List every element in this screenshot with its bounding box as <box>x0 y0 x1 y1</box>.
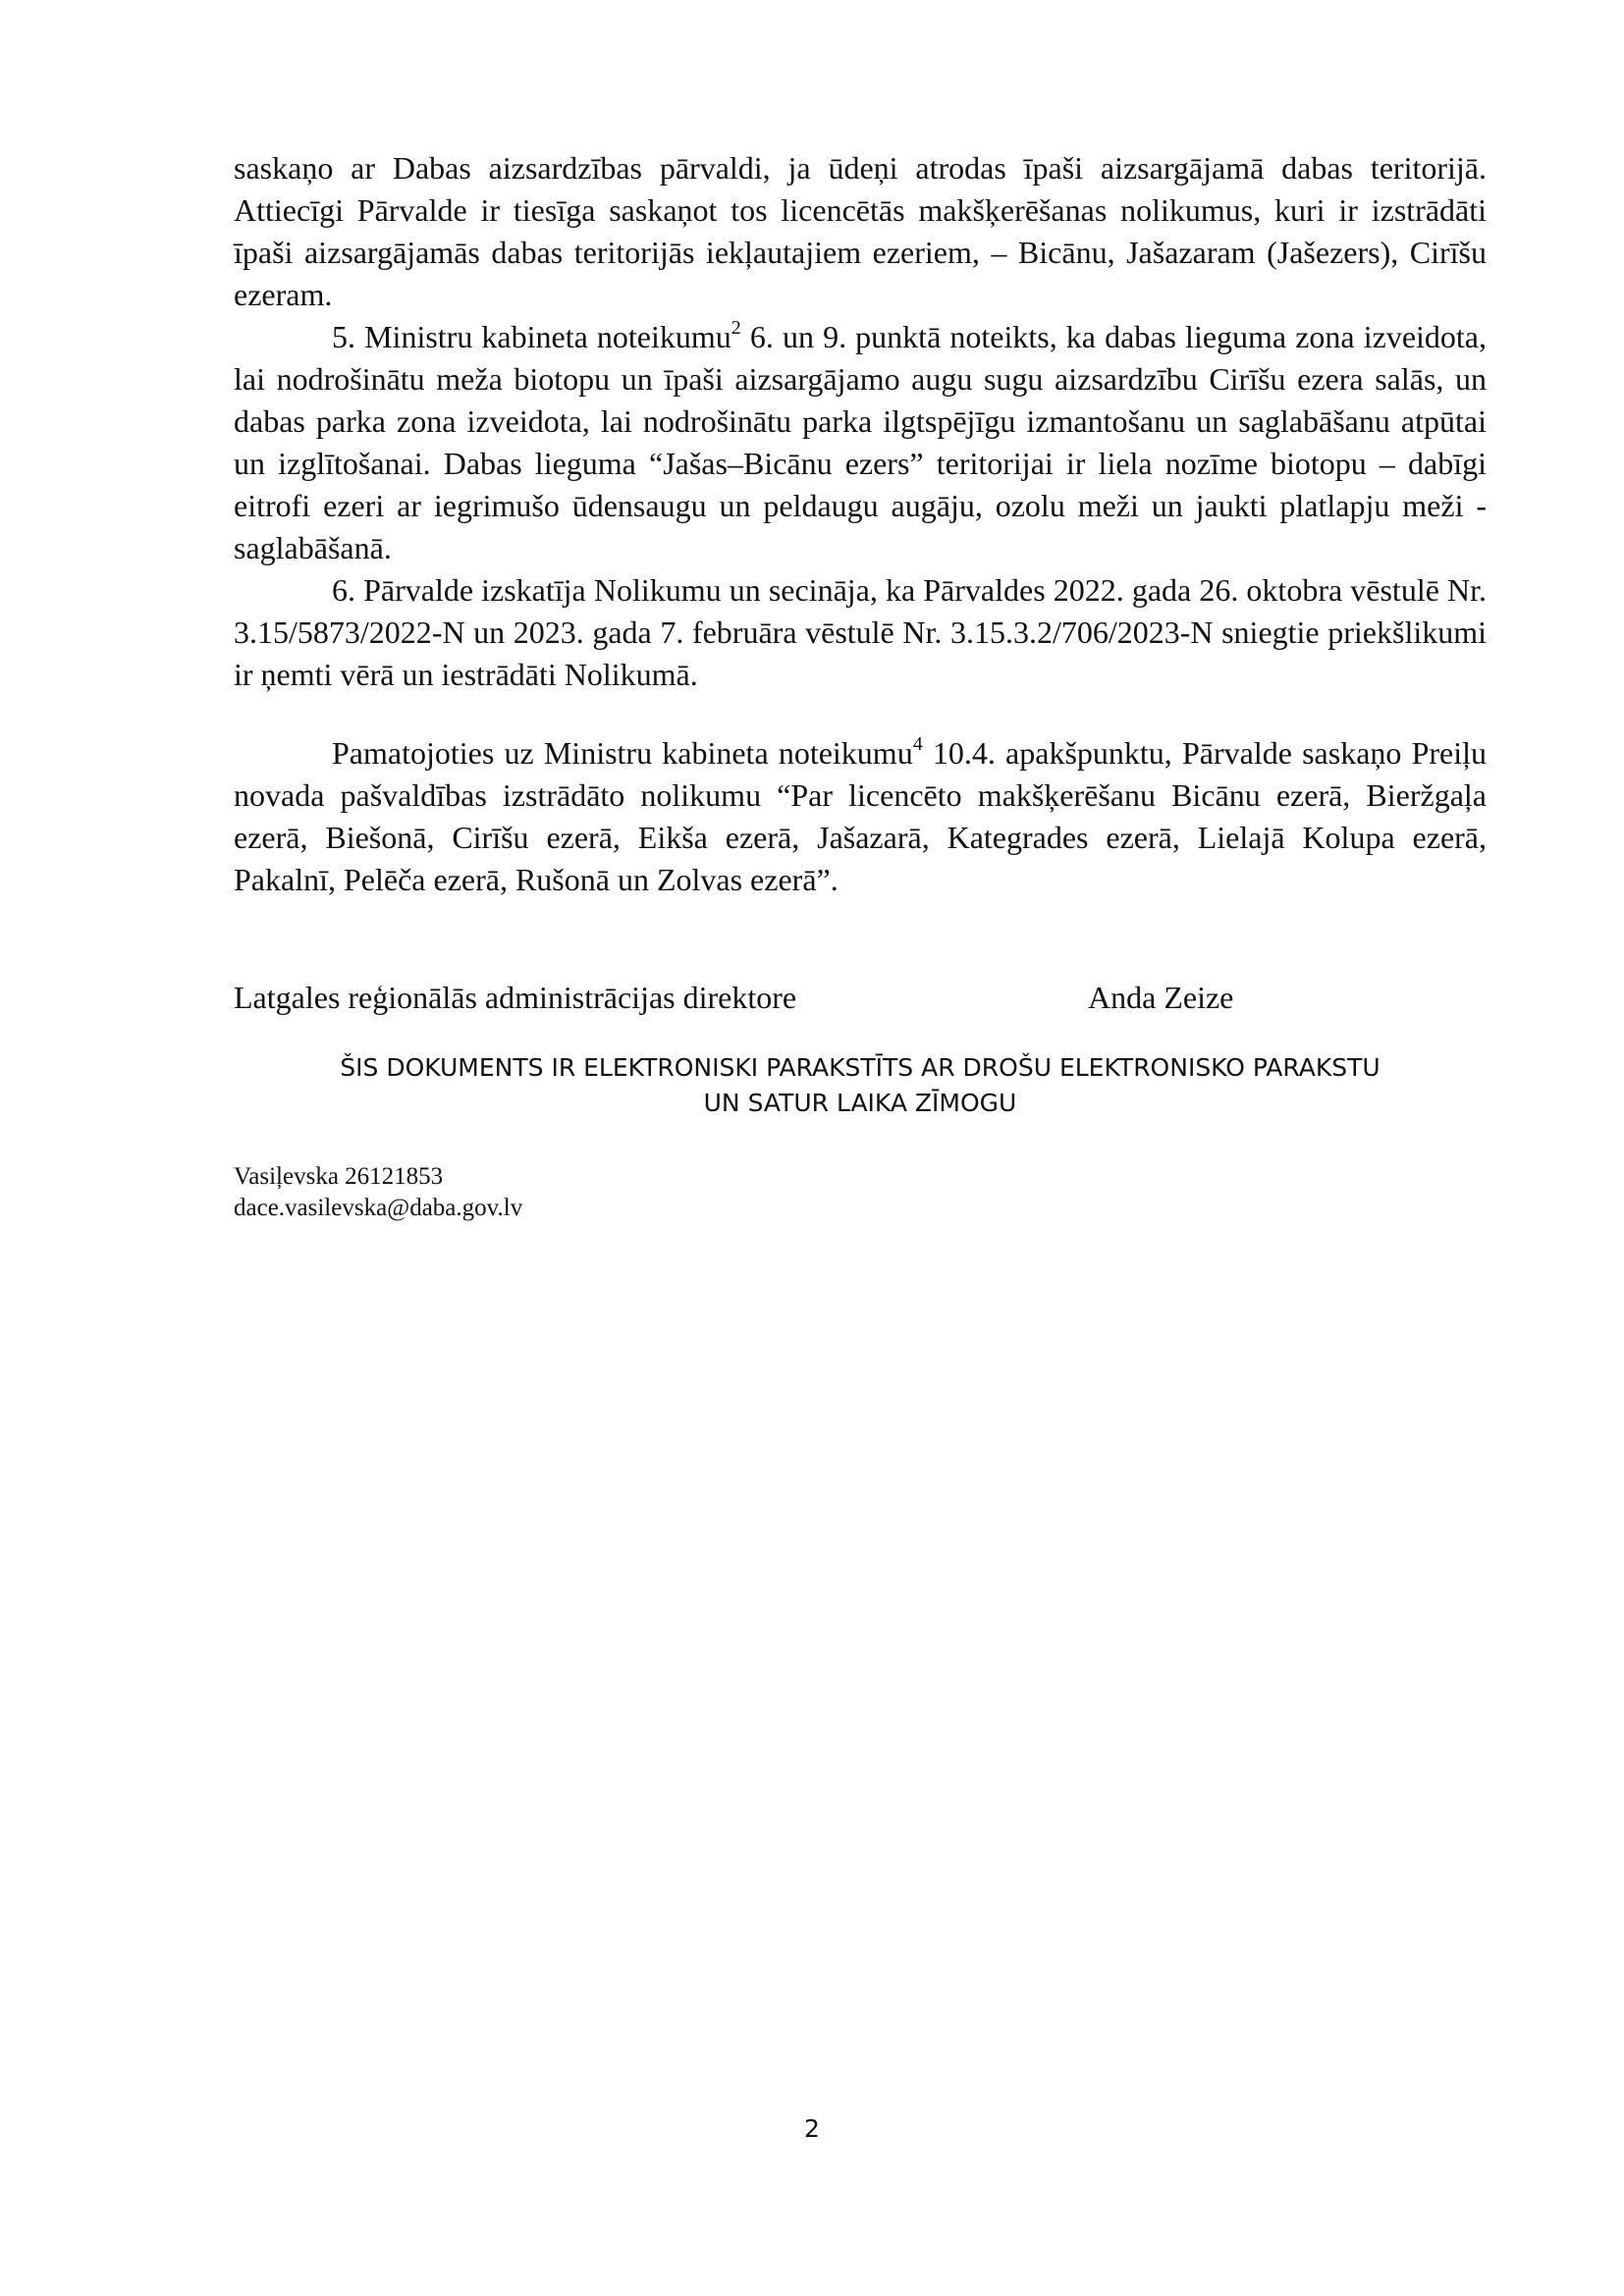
contact-info <box>234 1161 522 1224</box>
paragraph-5-text: 6. un 9. punktā noteikts, ka dabas lieguma zona izveidota, lai nodrošinātu meža biotopu un īpaši aizsargājamo augu sugu aizsardzību Cirīšu ezera salās, un dabas parka zona izveidota, lai nodrošinātu parka ilgtspējīgu izmantošanu un saglabāšanu atpūtai un izglītošanai. Dabas lieguma “Jašas–Bicānu ezers” teritorijai ir liela nozīme biotopu – dabīgi eitrofi ezeri ar iegrimušo ūdensaugu un peldaugu augāju, ozolu meži un jaukti platlapju meži - saglabāšanā. <box>234 319 1488 565</box>
contact-email: dace.vasilevska@daba.gov.lv <box>234 1195 523 1221</box>
e-signature-notice <box>234 1050 1487 1121</box>
footnote-ref-4: 4 <box>912 733 923 756</box>
paragraph-decision <box>234 732 1487 901</box>
footnote-ref-2: 2 <box>731 317 741 340</box>
signatory-role: Latgales reģionālās administrācijas direktore <box>234 980 797 1015</box>
body-text <box>234 147 1487 696</box>
e-signature-notice-line-1: ŠIS DOKUMENTS IR ELEKTRONISKI PARAKSTĪTS AR DROŠU ELEKTRONISKO PARAKSTU <box>340 1053 1380 1082</box>
e-signature-notice-line-2: UN SATUR LAIKA ZĪMOGU <box>703 1089 1017 1117</box>
page-number: 2 <box>804 2114 820 2143</box>
paragraph-5-lead: 5. Ministru kabineta noteikumu <box>332 319 731 354</box>
paragraph-6: 6. Pārvalde izskatīja Nolikumu un secināja, ka Pārvaldes 2022. gada 26. oktobra vēstulē Nr. 3.15/5873/2022-N un 2023. gada 7. februāra vēstulē Nr. 3.15.3.2/706/2023-N sniegtie priekšlikumi ir ņemti vērā un iestrādāti Nolikumā. <box>234 572 1487 692</box>
paragraph-continuation: saskaņo ar Dabas aizsardzības pārvaldi, ja ūdeņi atrodas īpaši aizsargājamā dabas teritorijā. Attiecīgi Pārvalde ir tiesīga saskaņot tos licencētās makšķerēšanas nolikumus, kuri ir izstrādāti īpaši aizsargājamās dabas teritorijās iekļautajiem ezeriem, – Bicānu, Jašazaram (Jašezers), Cirīšu ezeram. <box>234 150 1487 312</box>
decision-block <box>234 732 1487 901</box>
paragraph-decision-text: 10.4. apakšpunktu, Pārvalde saskaņo Preiļu novada pašvaldības izstrādāto nolikumu “Par licencēto makšķerēšanu Bicānu ezerā, Bieržgaļa ezerā, Biešonā, Cirīšu ezerā, Eikša ezerā, Jašazarā, Kategrades ezerā, Lielajā Kolupa ezerā, Pakalnī, Pelēča ezerā, Rušonā un Zolvas ezerā”. <box>234 735 1488 897</box>
contact-phone: Vasiļevska 26121853 <box>234 1163 444 1190</box>
signatory-name: Anda Zeize <box>1088 980 1234 1015</box>
paragraph-5 <box>234 316 1487 569</box>
paragraph-decision-lead: Pamatojoties uz Ministru kabineta noteikumu <box>332 735 913 771</box>
